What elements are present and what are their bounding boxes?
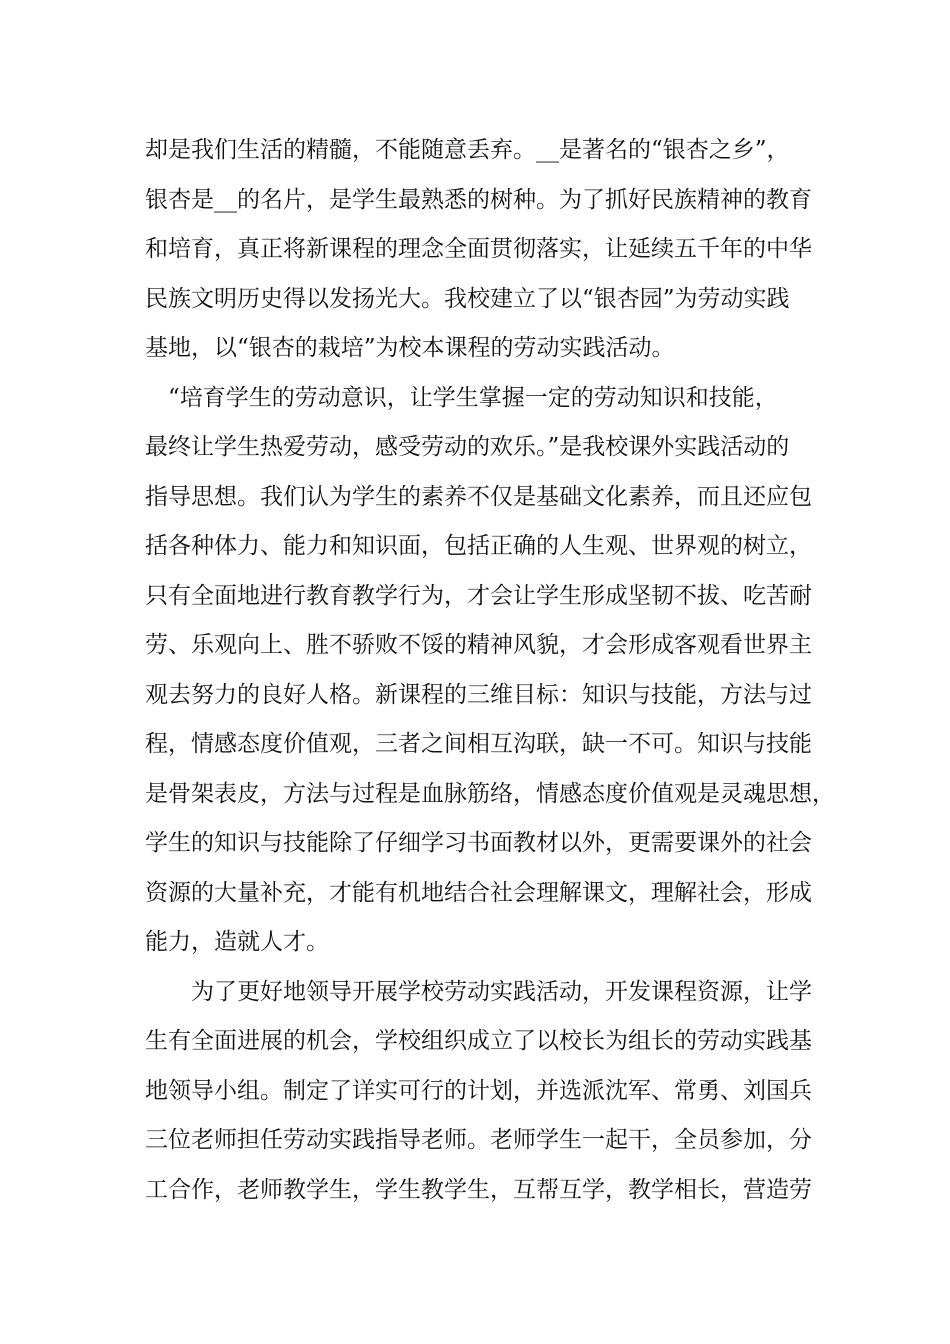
text-line: 括各种体力、能力和知识面，包括正确的人生观、世界观的树立，	[145, 533, 812, 559]
text-line: 和培育，真正将新课程的理念全面贯彻落实，让延续五千年的中华	[145, 236, 812, 262]
text-line: 资源的大量补充，才能有机地结合社会理解课文，理解社会，形成	[145, 879, 812, 906]
text-line: 能力，造就人才。	[145, 929, 329, 955]
text-line: 指导思想。我们认为学生的素养不仅是基础文化素养，而且还应包	[145, 483, 812, 510]
text-line: 基地，以“银杏的栽培”为校本课程的劳动实践活动。	[145, 335, 675, 361]
paragraph-2	[145, 374, 835, 968]
text-line: 银杏是__的名片，是学生最熟悉的树种。为了抓好民族精神的教育	[145, 186, 812, 213]
text-line: 却是我们生活的精髓，不能随意丢弃。__是著名的“银杏之乡”，	[145, 137, 790, 163]
text-line: 只有全面地进行教育教学行为，才会让学生形成坚韧不拔、吃苦耐	[145, 582, 812, 609]
text-line: “培育学生的劳动意识，让学生掌握一定的劳动知识和技能，	[145, 384, 778, 411]
text-line: 程，情感态度价值观，三者之间相互沟联，缺一不可。知识与技能	[145, 731, 812, 757]
text-line: 民族文明历史得以发扬光大。我校建立了以“银杏园”为劳动实践	[145, 285, 790, 312]
text-line: 工合作，老师教学生，学生教学生，互帮互学，教学相长，营造劳	[145, 1176, 812, 1203]
text-line: 最终让学生热爱劳动，感受劳动的欢乐。”是我校课外实践活动的	[145, 434, 790, 460]
text-line: 观去努力的良好人格。新课程的三维目标：知识与技能，方法与过	[145, 681, 812, 708]
document-body	[145, 126, 835, 1215]
text-line: 地领导小组。制定了详实可行的计划，并选派沈军、常勇、刘国兵	[145, 1077, 812, 1104]
text-line: 劳、乐观向上、胜不骄败不馁的精神风貌，才会形成客观看世界主	[145, 632, 812, 658]
text-line: 生有全面进展的机会，学校组织成立了以校长为组长的劳动实践基	[145, 1028, 812, 1054]
text-line: 三位老师担任劳动实践指导老师。老师学生一起干，全员参加，分	[145, 1127, 812, 1153]
paragraph-1	[145, 126, 835, 374]
text-line: 学生的知识与技能除了仔细学习书面教材以外，更需要课外的社会	[145, 830, 812, 856]
text-line: 是骨架表皮，方法与过程是血脉筋络，情感态度价值观是灵魂思想，	[145, 780, 835, 807]
text-line: 为了更好地领导开展学校劳动实践活动，开发课程资源，让学	[145, 978, 812, 1005]
paragraph-3	[145, 968, 835, 1216]
